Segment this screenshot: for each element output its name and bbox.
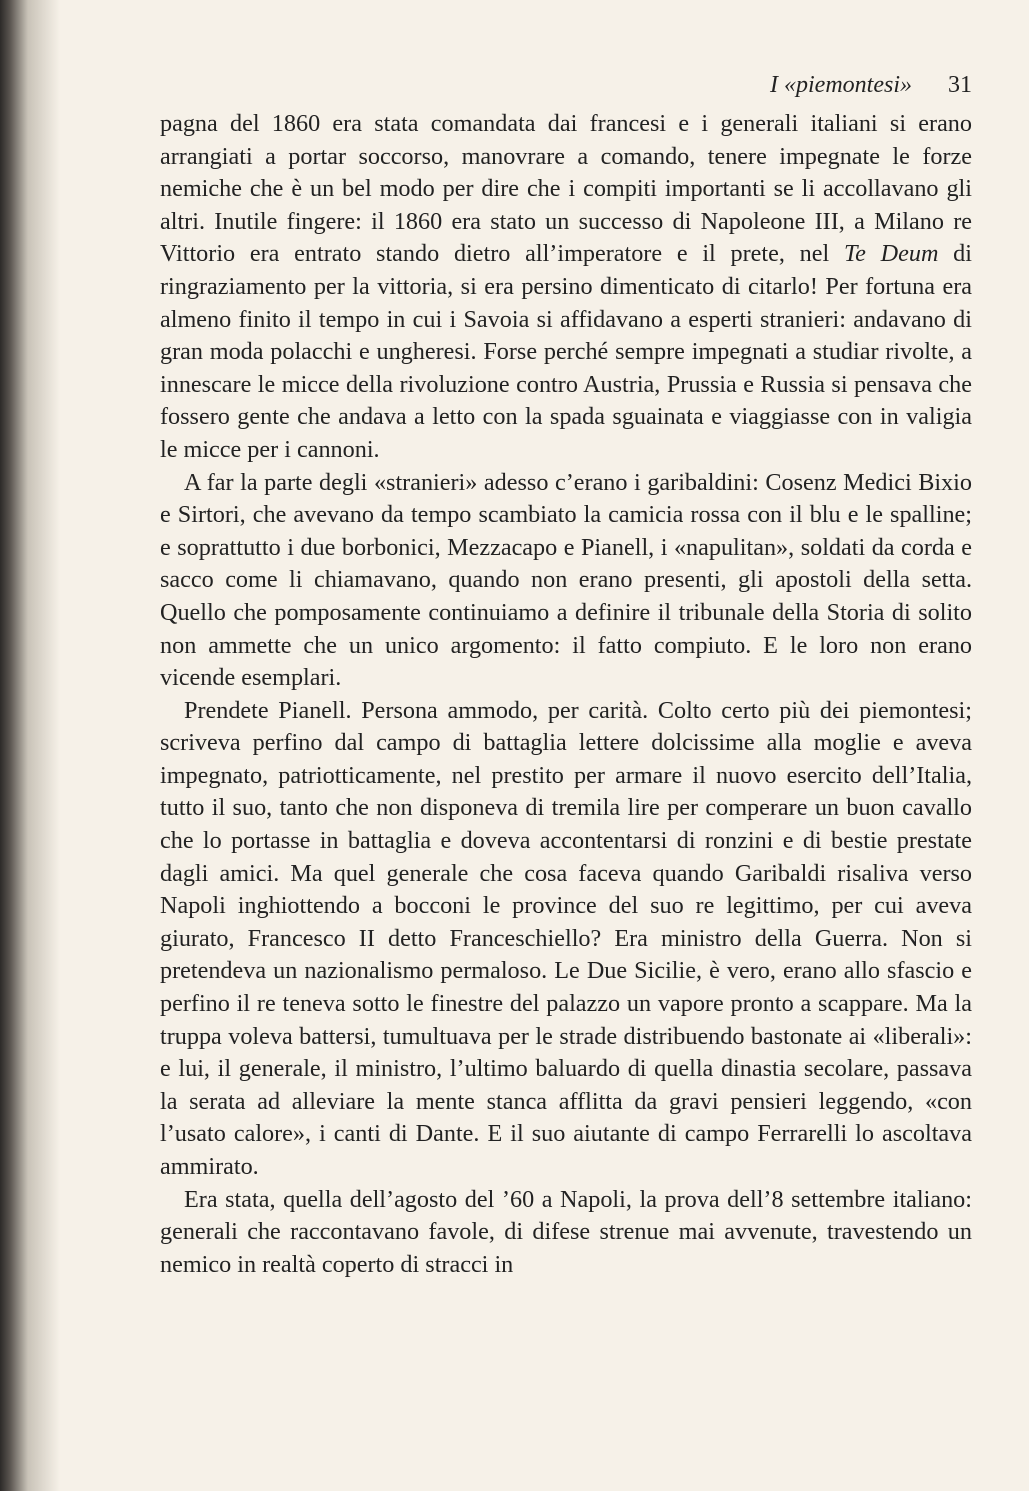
page-number: 31 <box>948 72 972 98</box>
paragraph-1-segment-2: di ringraziamento per la vittoria, si era persino dimenticato di citarlo! Per fortuna era almeno finito il tempo in cui i Savoia si affidavano a esperti stranieri: andavano di gran moda polacchi e ungheresi. Forse perché sempre impegnati a studiar rivolte, a innescare le micce della rivoluzione contro Austria, Prussia e Russia si pensava che fossero gente che andava a letto con la spada sguainata e viaggiasse con in valigia le micce per i cannoni. <box>160 240 972 463</box>
paragraph-4: Era stata, quella dell’agosto del ’60 a Napoli, la prova dell’8 settembre italiano: generali che raccontavano favole, di difese strenue mai avvenute, travestendo un nemico in realtà coperto di stracci in <box>160 1185 972 1278</box>
paragraph-3: Prendete Pianell. Persona ammodo, per carità. Colto certo più dei piemontesi; scriveva perfino dal campo di battaglia lettere dolcissime alla moglie e aveva impegnato, patriotticamente, nel prestito per armare il nuovo esercito dell’Italia, tutto il suo, tanto che non disponeva di tremila lire per comperare un buon cavallo che lo portasse in battaglia e doveva accontentarsi di ronzini e di bestie prestate dagli amici. Ma quel generale che cosa faceva quando Garibaldi risaliva verso Napoli inghiottendo a bocconi le province del suo re legittimo, per cui aveva giurato, Francesco II detto Franceschiello? Era ministro della Guerra. Non si pretendeva un nazionalismo permaloso. Le Due Sicilie, è vero, erano allo sfascio e perfino il re teneva sotto le finestre del palazzo un vapore pronto a scappare. Ma la truppa voleva battersi, tumultuava per le strade distribuendo bastonate ai «liberali»: e lui, il generale, il ministro, l’ultimo baluardo di quella dinastia secolare, passava la serata ad alleviare la mente stanca afflitta da gravi pensieri leggendo, «con l’usato calore», i canti di Dante. E il suo aiutante di campo Ferrarelli lo ascoltava ammirato. <box>160 696 972 1180</box>
paragraph-2: A far la parte degli «stranieri» adesso c’erano i garibaldini: Cosenz Medici Bixio e Sirtori, che avevano da tempo scambiato la camicia rossa con il blu e le spalline; e soprattutto i due borbonici, Mezzacapo e Pianell, i «napulitan», soldati da corda e sacco come li chiamavano, quando non erano presenti, gli apostoli della setta. Quello che pomposamente continuiamo a definire il tribunale della Storia di solito non ammette che un unico argomento: il fatto compiuto. E le loro non erano vicende esemplari. <box>160 468 972 692</box>
book-gutter-shadow <box>0 0 60 1491</box>
body-text <box>160 108 972 1281</box>
paragraph-1-italic-title: Te Deum <box>843 240 939 268</box>
paragraph-1 <box>160 108 972 467</box>
running-title: I «piemontesi» <box>770 72 912 98</box>
running-header <box>160 58 972 108</box>
book-page <box>160 58 972 1281</box>
paragraph-1-segment-1: pagna del 1860 era stata comandata dai francesi e i generali italiani si erano arrangiati a portar soccorso, manovrare a comando, tenere impegnate le forze nemiche che è un bel modo per dire che i compiti importanti se li accollavano gli altri. Inutile fingere: il 1860 era stato un successo di Napoleone III, a Milano re Vittorio era entrato stando dietro all’imperatore e il prete, nel <box>160 110 972 268</box>
